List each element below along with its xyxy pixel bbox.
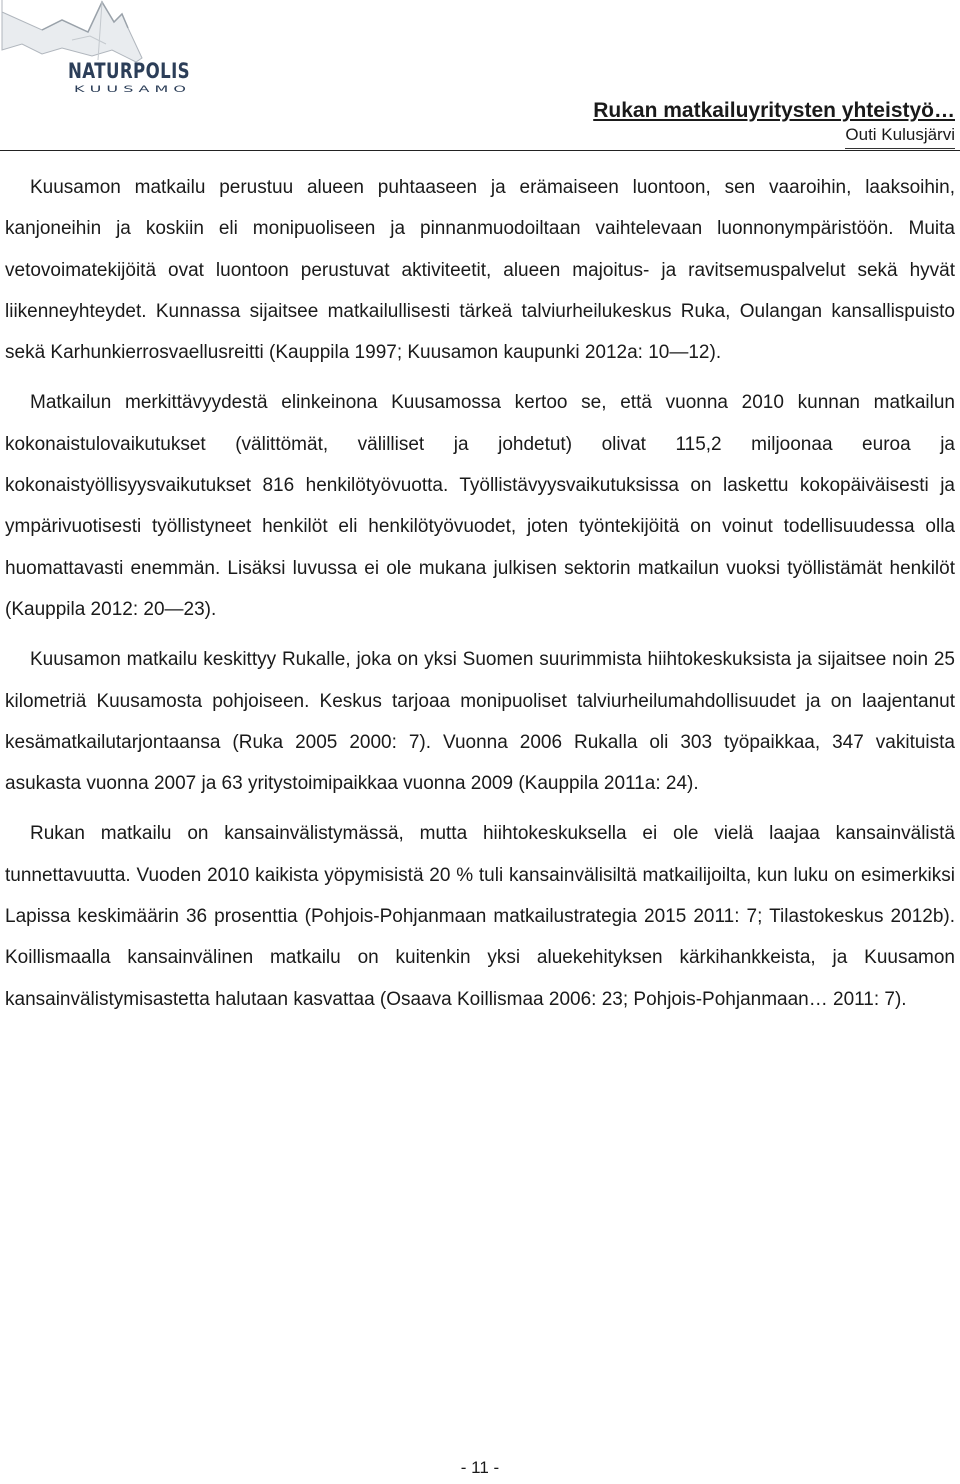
logo-wordmark: NATURPOLIS (68, 59, 190, 83)
page-number: - 11 - (460, 1458, 500, 1477)
body-text (5, 167, 955, 1029)
paragraph: Kuusamon matkailu keskittyy Rukalle, joka on yksi Suomen suurimmista hiihtokeskuksista ja sijaitsee noin 25 kilometriä Kuusamosta pohjoiseen. Keskus tarjoaa monipuoliset talviurheilumahdollisuudet ja on laajentanut kesämatkailutarjontaansa (Ruka 2005 2000: 7). Vuonna 2006 Rukalla oli 303 työpaikkaa, 347 vakituista asukasta vuonna 2007 ja 63 yritystoimipaikkaa vuonna 2009 (Kauppila 2011a: 24). (5, 649, 955, 795)
logo-subtitle: K U U S A M O (74, 85, 187, 95)
author-name: Outi Kulusjärvi (845, 124, 955, 149)
paragraph: Rukan matkailu on kansainvälistymässä, mutta hiihtokeskuksella ei ole vielä laajaa kansainvälistä tunnettavuutta. Vuoden 2010 kaikista yöpymisistä 20 % tuli kansainvälisiltä matkailijoilta, kun luku on esimerkiksi Lapissa keskimäärin 36 prosenttia (Pohjois-Pohjanmaan matkailustrategia 2015 2011: 7; Tilastokeskus 2012b). Koillismaalla kansainvälinen matkailu on kuitenkin yksi aluekehityksen kärkihankkeista, ja Kuusamon kansainvälistymisastetta halutaan kasvattaa (Osaava Koillismaa 2006: 23; Pohjois-Pohjanmaan… 2011: 7). (5, 823, 955, 1010)
paragraph: Matkailun merkittävyydestä elinkeinona Kuusamossa kertoo se, että vuonna 2010 kunnan matkailun kokonaistulovaikutukset (välittömät, välilliset ja johdetut) olivat 115,2 miljoonaa euroa ja kokonaistyöllisyysvaikutukset 816 henkilötyövuotta. Työllistävyysvaikutuksissa on laskettu kokopäiväisesti ja ympärivuotisesti työllistyneet henkilöt eli henkilötyövuodet, joten työntekijöitä on voinut todellisuudessa olla huomattavasti enemmän. Lisäksi luvussa ei ole mukana julkisen sektorin matkailun vuoksi työllistämät henkilöt (Kauppila 2012: 20—23). (5, 392, 955, 620)
paragraph: Kuusamon matkailu perustuu alueen puhtaaseen ja erämaiseen luontoon, sen vaaroihin, laaksoihin, kanjoneihin ja koskiin eli monipuoliseen ja pinnanmuodoiltaan vaihtelevaan luonnonympäristöön. Muita vetovoimatekijöitä ovat luontoon perustuvat aktiviteetit, alueen majoitus- ja ravitsemuspalvelut sekä hyvät liikenneyhteydet. Kunnassa sijaitsee matkailullisesti tärkeä talviurheilukeskus Ruka, Oulangan kansallispuisto sekä Karhunkierrosvaellusreitti (Kauppila 1997; Kuusamon kaupunki 2012a: 10—12). (5, 177, 955, 364)
header-divider (0, 150, 960, 151)
document-title: Rukan matkailuyritysten yhteistyö… (593, 99, 955, 122)
running-header (593, 98, 955, 149)
naturpolis-logo (2, 0, 198, 96)
